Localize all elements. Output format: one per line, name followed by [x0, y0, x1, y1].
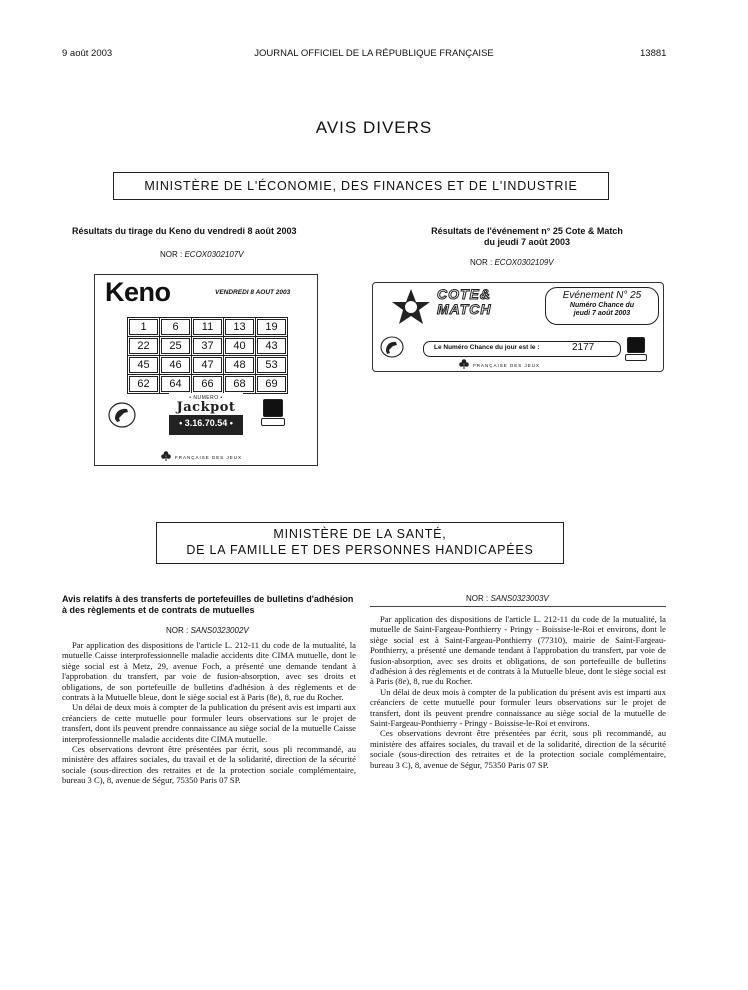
keno-number: 64: [161, 376, 190, 392]
cote-title: [382, 226, 672, 248]
keno-draw-date: VENDREDI 8 AOUT 2003: [215, 289, 291, 296]
phone-icon: [379, 335, 405, 359]
article-right-paragraph-2: Un délai de deux mois à compter de la publication du présent avis est imparti aux créanciers de cette mutuelle pour formuler leurs observations sur le projet de transfert, dont ils peuvent prendre connaissance au siège social de la mutuelle de Saint-Fargeau-Ponthierry - Pringy - Boissise-le-Roi et environs.: [370, 686, 666, 729]
cote-match-box: [372, 282, 664, 372]
article-left-paragraph-3: Ces observations devront être présentées par écrit, sous pli recommandé, au ministère des affaires sociales, du travail et de la solidarité, direction de la sécurité sociale (sous-direction des retraites et de la protection sociale complémentaire, bureau 3 C), 8, avenue de Ségur, 75350 Paris 07 SP.: [62, 744, 356, 786]
minitel-icon: [627, 337, 647, 361]
keno-title: Résultats du tirage du Keno du vendredi 8 août 2003: [72, 226, 297, 236]
article-left-nor-code: SANS0323002V: [190, 626, 249, 635]
keno-nor-label: NOR :: [160, 250, 183, 259]
header-journal-title: JOURNAL OFFICIEL DE LA RÉPUBLIQUE FRANÇAISE: [254, 48, 494, 59]
header-date: 9 août 2003: [62, 48, 113, 59]
ministry-health-box: [156, 522, 564, 564]
keno-nor: [160, 250, 244, 259]
keno-number: 1: [129, 319, 158, 335]
cote-logo-line2: MATCH: [437, 301, 492, 317]
article-right-nor: [466, 594, 549, 603]
keno-number: 11: [193, 319, 222, 335]
article-right-divider: [370, 606, 666, 607]
header-page-number: 13881: [640, 48, 667, 59]
event-number: Evénement N° 25: [562, 290, 642, 301]
keno-number: 53: [257, 357, 286, 373]
jackpot-label: • NUMERO •: [169, 393, 243, 401]
chance-number-label: Le Numéro Chance du jour est le :: [434, 344, 540, 351]
article-left-nor-label: NOR :: [166, 626, 189, 635]
keno-number: 62: [129, 376, 158, 392]
keno-number: 46: [161, 357, 190, 373]
chance-number-bar: [423, 341, 621, 357]
keno-number: 6: [161, 319, 190, 335]
keno-nor-code: ECOX0302107V: [184, 250, 244, 259]
cote-title-line1: Résultats de l'événement n° 25 Cote & Match: [431, 226, 623, 236]
cote-brand: FRANÇAISE DES JEUX: [473, 363, 541, 368]
article-right-paragraph-3: Ces observations devront être présentées par écrit, sous pli recommandé, au ministère des affaires sociales, du travail et de la solidarité, direction de la sécurité sociale (sous-direction des retraites et de la protection sociale complémentaire, bureau 3 C), 8, avenue de Ségur, 75350 Paris 07 SP.: [370, 728, 666, 770]
keno-number: 13: [225, 319, 254, 335]
event-pill: [545, 287, 659, 325]
cote-nor-label: NOR :: [470, 258, 493, 267]
section-title: AVIS DIVERS: [315, 118, 433, 137]
ministry-economy-box: [113, 172, 609, 200]
keno-number: 66: [193, 376, 222, 392]
keno-number: 48: [225, 357, 254, 373]
article-left-nor: [166, 626, 249, 635]
jackpot-number: • 3.16.70.54 •: [179, 418, 233, 428]
jackpot-word: Jackpot: [169, 401, 243, 415]
article-left-paragraph-1: Par application des dispositions de l'article L. 212-11 du code de la mutualité, la mutuelle Caisse interprofessionnelle maladie accidents dite CIMA mutuelle, dont le siège social est à Metz, 29, avenue Foch, a présenté une demande tendant à l'approbation du transfert, par voie de fusion-absorption, avec ses droits et obligations, de son portefeuille de bulletins d'adhésion à des règlements et de contrats à la Mutuelle bleue, dont le siège social est à Paris (8e), 8, rue du Rocher.: [62, 640, 356, 703]
article-right-nor-label: NOR :: [466, 594, 489, 603]
clover-logo-icon: [161, 451, 171, 461]
article-right-body: [370, 614, 666, 770]
keno-brand: FRANÇAISE DES JEUX: [175, 455, 243, 460]
phone-icon: [107, 401, 137, 429]
event-chance-label: Numéro Chance du: [569, 302, 635, 309]
keno-number: 40: [225, 338, 254, 354]
keno-number: 47: [193, 357, 222, 373]
event-date: jeudi 7 août 2003: [573, 310, 631, 317]
jackpot-panel: [169, 393, 243, 435]
article-left-paragraph-2: Un délai de deux mois à compter de la publication du présent avis est imparti aux créanciers de cette mutuelle pour formuler leurs observations sur le projet de transfert, dont ils peuvent prendre connaissance au siège social de la mutuelle Caisse interprofessionnelle maladie accidents dite CIMA mutuelle.: [62, 702, 356, 744]
ministry-health-line1: MINISTÈRE DE LA SANTÉ,: [273, 527, 447, 541]
keno-results-box: [94, 274, 318, 466]
clover-logo-icon: [459, 359, 469, 369]
chance-number-value: 2177: [572, 342, 595, 353]
article-right-paragraph-1: Par application des dispositions de l'article L. 212-11 du code de la mutualité, la mutuelle de Saint-Fargeau-Ponthierry - Pringy - Boissise-le-Roi et environs, dont le siège social est à Saint-Fargeau-Ponthierry (77310), mairie de Saint-Fargeau-Ponthierry, a présenté une demande tendant à l'approbation du transfert, par voie de fusion-absorption, avec ses droits et obligations, de son portefeuille de bulletins d'adhésion à des règlements et de contrats à la Mutuelle bleue, dont le siège social est à Paris (8e), 8, rue du Rocher.: [370, 614, 666, 687]
keno-logo: Keno: [105, 277, 171, 307]
star-logo-icon: [389, 287, 433, 327]
minitel-icon: [263, 399, 283, 425]
cote-title-line2: du jeudi 7 août 2003: [483, 237, 571, 247]
keno-number: 43: [257, 338, 286, 354]
keno-number: 19: [257, 319, 286, 335]
keno-number: 22: [129, 338, 158, 354]
keno-number: 37: [193, 338, 222, 354]
cote-logo-line1: COTE&: [437, 286, 491, 302]
keno-number: 25: [161, 338, 190, 354]
keno-number: 68: [225, 376, 254, 392]
cote-nor: [470, 258, 554, 267]
article-right-nor-code: SANS0323003V: [490, 594, 549, 603]
ministry-economy-title: MINISTÈRE DE L'ÉCONOMIE, DES FINANCES ET DE L'INDUSTRIE: [144, 179, 578, 193]
article-left-title: Avis relatifs à des transferts de portefeuilles de bulletins d'adhésion à des règlements et de contrats de mutuelles: [62, 594, 354, 615]
keno-number: 45: [129, 357, 158, 373]
keno-number: 69: [257, 376, 286, 392]
ministry-health-line2: DE LA FAMILLE ET DES PERSONNES HANDICAPÉES: [186, 543, 534, 557]
article-left-body: [62, 640, 356, 786]
keno-number-grid: [129, 319, 286, 392]
cote-nor-code: ECOX0302109V: [494, 258, 554, 267]
